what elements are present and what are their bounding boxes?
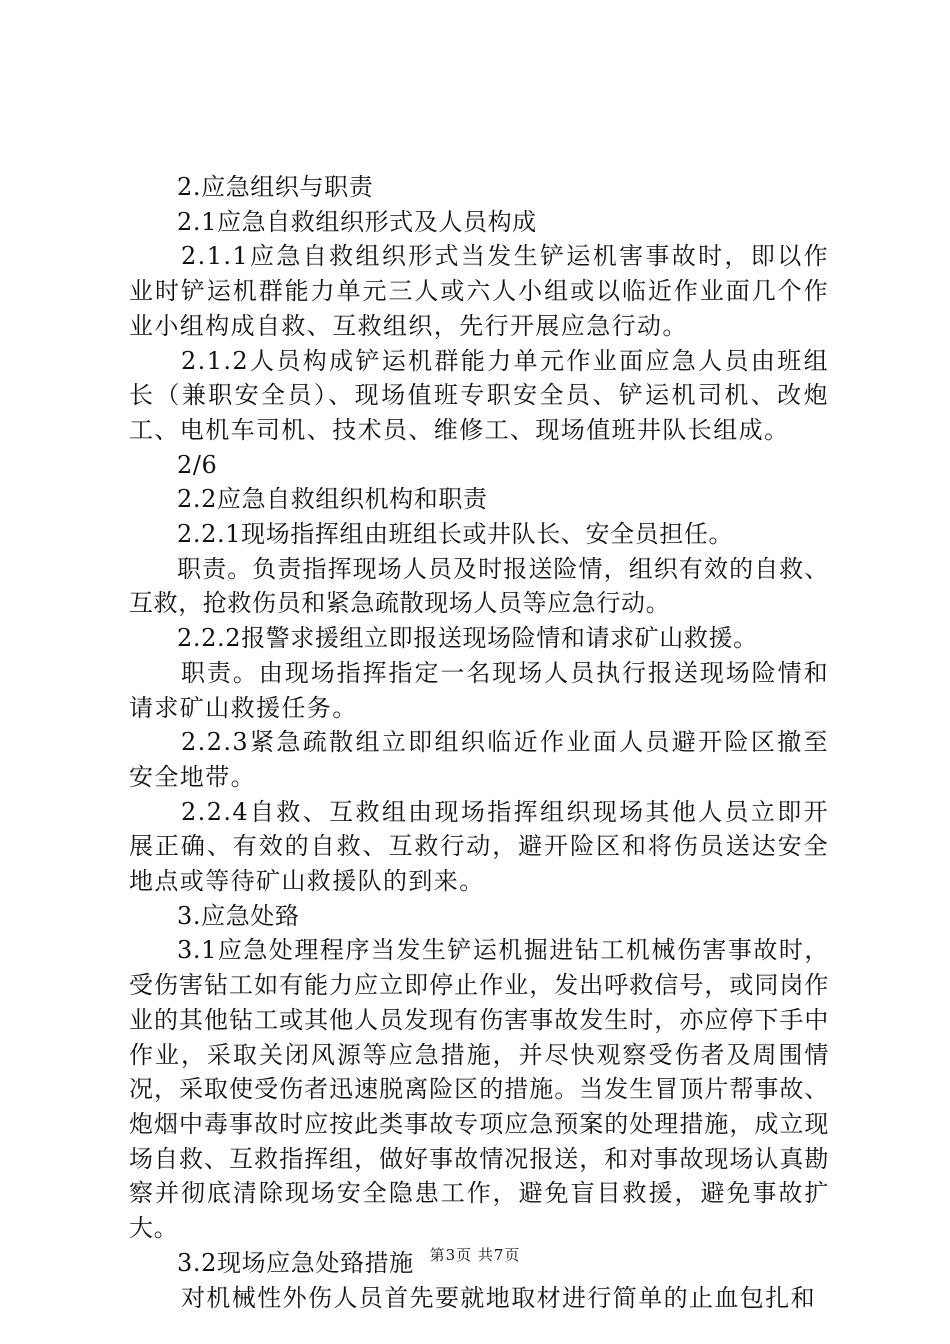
paragraph-3-2-body: 对机械性外伤人员首先要就地取材进行简单的止血包扎和	[181, 1283, 816, 1312]
paragraph-2-2-1: 2.2.1现场指挥组由班组长或井队长、安全员担任。	[177, 520, 734, 549]
document-body	[129, 170, 829, 1315]
heading-section-3: 3.应急处臵	[177, 901, 300, 930]
paragraph-2-2-4: 2.2.4自救、互救组由现场指挥组织现场其他人员立即开展正确、有效的自救、互救行动，避开险区和将伤员送达安全地点或等待矿山救援队的到来。	[129, 797, 829, 896]
paragraph-duties-2: 职责。由现场指挥指定一名现场人员执行报送现场险情和请求矿山救援任务。	[129, 658, 829, 722]
paragraph-2-2-3: 2.2.3紧急疏散组立即组织临近作业面人员避开险区撤至安全地带。	[129, 728, 829, 791]
heading-section-2-2: 2.2应急自救组织机构和职责	[177, 485, 488, 514]
paragraph-2-1-2: 2.1.2人员构成铲运机群能力单元作业面应急人员由班组长（兼职安全员）、现场值班专职安全员、铲运机司机、改炮工、电机车司机、技术员、维修工、现场值班井队长组成。	[129, 346, 829, 444]
heading-section-2-1: 2.1应急自救组织形式及人员构成	[177, 207, 537, 236]
paragraph-duties-1: 职责。负责指挥现场人员及时报送险情，组织有效的自救、互救，抢救伤员和紧急疏散现场人员等应急行动。	[129, 554, 829, 618]
paragraph-3-1: 3.1应急处理程序当发生铲运机掘进钻工机械伤害事故时，受伤害钻工如有能力应立即停止作业，发出呼救信号，或同岗作业的其他钻工或其他人员发现有伤害事故发生时，亦应停下手中作业，采取关闭风源等应急措施，并尽快观察受伤者及周围情况，采取使受伤者迅速脱离险区的措施。当发生冒顶片帮事故、炮烟中毒事故时应按此类事故专项应急预案的处理措施，成立现场自救、互救指挥组，做好事故情况报送，和对事故现场认真勘察并彻底清除现场安全隐患工作，避免盲目救援，避免事故扩大。	[129, 936, 829, 1243]
heading-section-2: 2.应急组织与职责	[177, 173, 374, 201]
paragraph-2-2-2: 2.2.2报警求援组立即报送现场险情和请求矿山救援。	[177, 624, 758, 653]
page-footer: 第3页 共7页	[429, 1246, 521, 1264]
heading-section-3-2: 3.2现场应急处臵措施	[177, 1248, 414, 1277]
page-fragment-marker: 2/6	[177, 450, 218, 479]
paragraph-2-1-1: 2.1.1应急自救组织形式当发生铲运机害事故时，即以作业时铲运机群能力单元三人或六人小组或以临近作业面几个作业小组构成自救、互救组织，先行开展应急行动。	[129, 242, 829, 340]
